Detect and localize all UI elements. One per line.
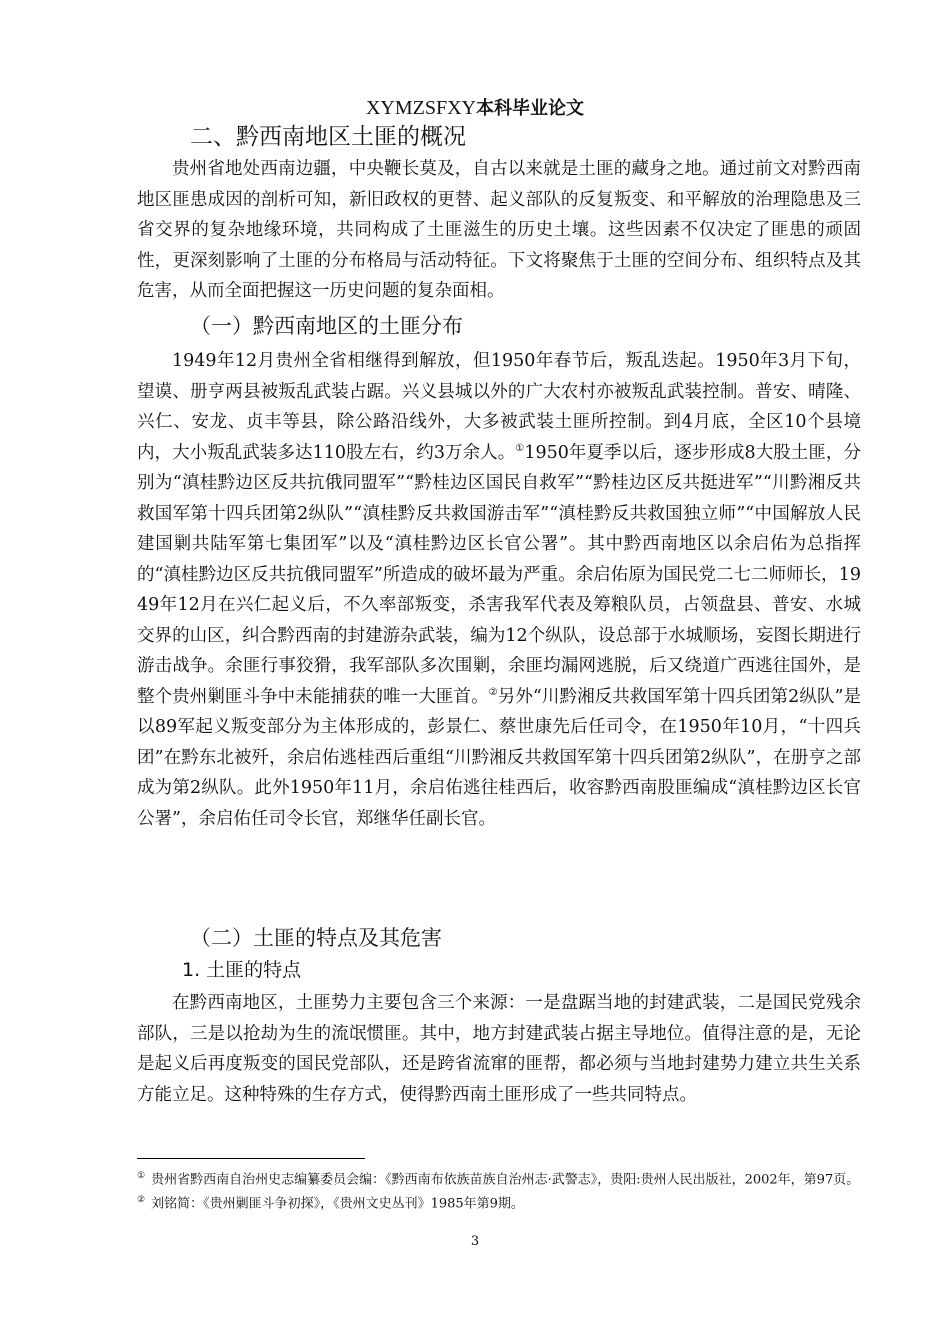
characteristics-paragraph: 在黔西南地区，土匪势力主要包含三个来源：一是盘踞当地的封建武装，二是国民党残余部队，三是以抢劫为生的流氓惯匪。其中，地方封建武装占据主导地位。值得注意的是，无论是起义后再度叛变的国民党部队，还是跨省流窜的匪帮，都必须与当地封建势力建立共生关系方能立足。这种特殊的生存方式，使得黔西南土匪形成了一些共同特点。 xyxy=(137,993,861,1105)
page-header xyxy=(0,94,950,122)
footnote-1-text: 贵州省黔西南自治州史志编纂委员会编：《黔西南布依族苗族自治州志·武警志》，贵阳:贵州人民出版社，2002年，第97页。 xyxy=(151,1172,860,1188)
footnote-1-mark: ① xyxy=(137,1171,146,1181)
header-code: XYMZSFXY xyxy=(365,97,477,119)
footnote-ref-1: ① xyxy=(515,442,525,454)
subsubsection-1-title: 1. 土匪的特点 xyxy=(182,959,302,981)
subsection-2-title: （二）土匪的特点及其危害 xyxy=(190,926,442,950)
page-number: 3 xyxy=(470,1234,480,1249)
footnote-separator xyxy=(137,1158,365,1159)
footnotes xyxy=(137,1166,861,1215)
footnote-2-text: 刘铭简：《贵州剿匪斗争初探》，《贵州文史丛刊》1985年第9期。 xyxy=(151,1196,524,1212)
distribution-text-part3: 另外“川黔湘反共救国军第十四兵团第2纵队”是以89军起义叛变部分为主体形成的，彭景仁、蔡世康先后任司令，在1950年10月，“十四兵团”在黔东北被歼，余启佑逃桂西后重组“川黔湘反共救国军第十四兵团第2纵队”，在册亨之部成为第2纵队。此外1950年11月，余启佑逃往桂西后，收容黔西南股匪编成“滇桂黔边区长官公署”，余启佑任司令长官，郑继华任副长官。 xyxy=(137,686,862,829)
footnote-2 xyxy=(137,1190,861,1214)
intro-paragraph: 贵州省地处西南边疆，中央鞭长莫及，自古以来就是土匪的藏身之地。通过前文对黔西南地区匪患成因的剖析可知，新旧政权的更替、起义部队的反复叛变、和平解放的治理隐患及三省交界的复杂地缘环境，共同构成了土匪滋生的历史土壤。这些因素不仅决定了匪患的顽固性，更深刻影响了土匪的分布格局与活动特征。下文将聚焦于土匪的空间分布、组织特点及其危害，从而全面把握这一历史问题的复杂面相。 xyxy=(137,159,861,301)
section-title: 二、黔西南地区土匪的概况 xyxy=(190,124,466,150)
header-label: 本科毕业论文 xyxy=(476,98,585,119)
footnote-ref-2: ② xyxy=(488,686,498,698)
distribution-text-part1: 1949年12月贵州全省相继得到解放，但1950年春节后，叛乱迭起。1950年3月下旬，望谟、册亨两县被叛乱武装占踞。兴义县城以外的广大农村亦被叛乱武装控制。普安、晴隆、兴仁、安龙、贞丰等县，除公路沿线外，大多被武装土匪所控制。到4月底，全区10个县境内，大小叛乱武装多达110股左右，约3万余人。 xyxy=(137,351,861,463)
subsection-1-title: （一）黔西南地区的土匪分布 xyxy=(190,314,463,338)
footnote-2-mark: ② xyxy=(137,1195,146,1206)
footnote-1 xyxy=(137,1166,861,1190)
distribution-text-part2: 1950年夏季以后，逐步形成8大股土匪，分别为“滇桂黔边区反共抗俄同盟军”“黔桂边区国民自救军”“黔桂边区反共挺进军”“川黔湘反共救国军第十四兵团第2纵队”“滇桂黔反共救国游击军”“滇桂黔反共救国独立师”“中国解放人民建国剿共陆军第七集团军”以及“滇桂黔边区长官公署”。其中黔西南地区以余启佑为总指挥的“滇桂黔边区反共抗俄同盟军”所造成的破坏最为严重。余启佑原为国民党二七二师师长，1949年12月在兴仁起义后，不久率部叛变，杀害我军代表及筹粮队员，占领盘县、普安、水城交界的山区，纠合黔西南的封建游杂武装，编为12个纵队，设总部于水城顺场，妄图长期进行游击战争。余匪行事狡猾，我军部队多次围剿，余匪均漏网逃脱，后又绕道广西逃往国外，是整个贵州剿匪斗争中未能捕获的唯一大匪首。 xyxy=(137,442,861,707)
distribution-paragraph xyxy=(137,346,861,834)
